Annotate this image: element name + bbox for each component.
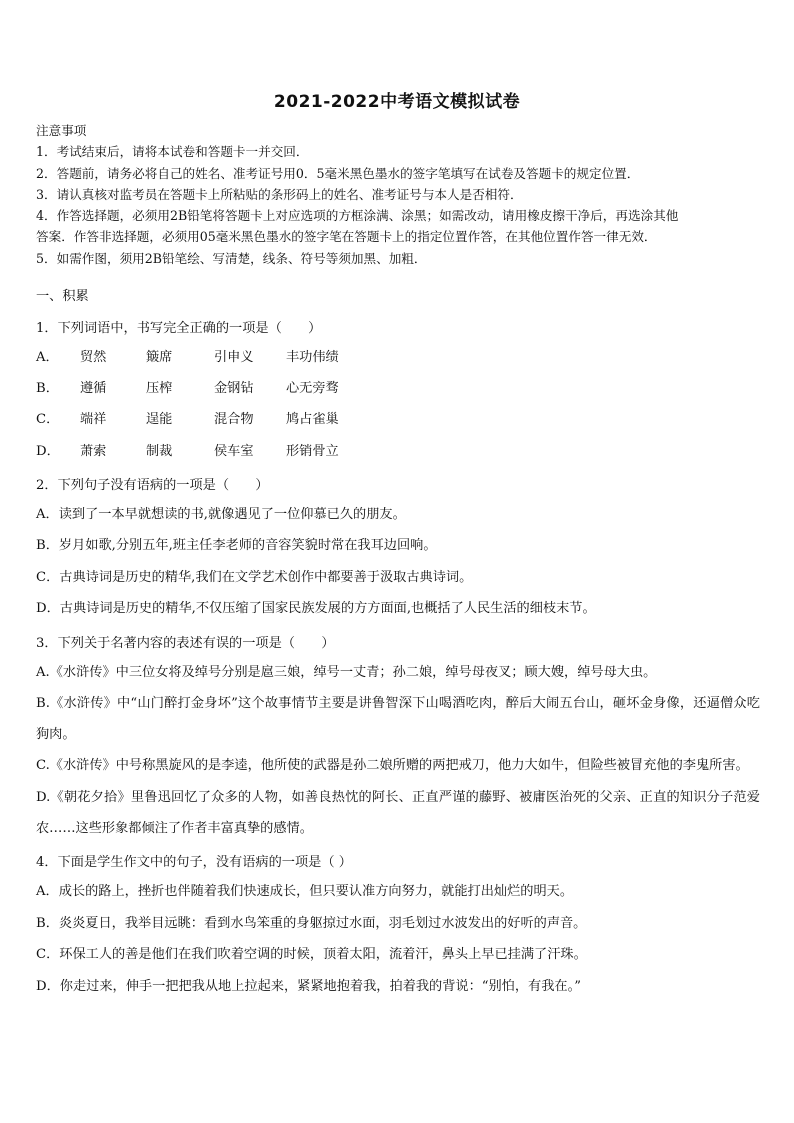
option-word: 端祥 <box>80 412 107 428</box>
notice-block <box>36 120 760 269</box>
option-letter: B． <box>36 381 59 397</box>
option-word: 形销骨立 <box>286 443 339 459</box>
notice-line-5: 答案．作答非选择题，必须用05毫米黑色墨水的签字笔在答题卡上的指定位置作答，在其他位置作答一律无效． <box>36 229 657 245</box>
option-word: 萧索 <box>80 443 107 459</box>
q4-option-a: A．成长的路上，挫折也伴随着我们快速成长，但只要认准方向努力，就能打出灿烂的明天。 <box>36 884 574 900</box>
q1-option-c <box>36 404 760 435</box>
section-heading: 一、积累 <box>36 289 89 304</box>
option-word: 金钢钻 <box>214 381 254 397</box>
option-word: 簸席 <box>146 350 173 365</box>
option-word: 压榨 <box>146 381 173 397</box>
notice-heading: 注意事项 <box>36 123 87 138</box>
notice-line-3: 3．请认真核对监考员在答题卡上所粘贴的条形码上的姓名、准考证号与本人是否相符． <box>36 186 523 202</box>
option-letter: C． <box>36 412 60 428</box>
exam-body <box>36 284 760 1002</box>
q3-stem: 3．下列关于名著内容的表述有误的一项是（ ） <box>36 635 335 651</box>
option-word: 遵循 <box>80 381 107 397</box>
q2-option-b: B．岁月如歌,分别五年,班主任李老师的音容笑貌时常在我耳边回响。 <box>36 538 437 554</box>
q1-stem: 1．下列词语中，书写完全正确的一项是（ ） <box>36 321 322 336</box>
exam-title: 2021-2022中考语文模拟试卷 <box>273 92 521 112</box>
option-word: 贸然 <box>80 350 107 365</box>
notice-line-1: 1．考试结束后，请将本试卷和答题卡一并交回． <box>36 144 309 160</box>
q3-option-d: D.《朝花夕拾》里鲁迅回忆了众多的人物，如善良热忱的阿长、正直严谨的藤野、被庸医治死的父亲、正直的知识分子范爱农……这些形象都倾注了作者丰富真挚的感情。 <box>36 789 760 836</box>
option-word: 心无旁骛 <box>286 381 339 397</box>
option-letter: A． <box>36 350 59 365</box>
q3-option-a: A.《水浒传》中三位女将及绰号分别是扈三娘，绰号一丈青；孙二娘，绰号母夜叉；顾大嫂，绰号母大虫。 <box>36 664 657 680</box>
q4-option-b: B．炎炎夏日，我举目远眺：看到水鸟笨重的身躯掠过水面，羽毛划过水波发出的好听的声音。 <box>36 915 587 931</box>
q1-option-d <box>36 436 760 467</box>
notice-line-2: 2．答题前，请务必将自己的姓名、准考证号用0．5毫米黑色墨水的签字笔填写在试卷及答题卡的规定位置． <box>36 165 640 181</box>
notice-line-6: 5．如需作图，须用2B铅笔绘、写清楚，线条、符号等须加黑、加粗． <box>36 250 427 266</box>
q1-option-a <box>36 342 760 373</box>
q1-option-b <box>36 373 760 404</box>
option-word: 侯车室 <box>214 443 254 459</box>
notice-line-4: 4．作答选择题，必须用2B铅笔将答题卡上对应选项的方框涂满、涂黑；如需改动，请用橡皮擦干净后，再选涂其他 <box>36 208 679 224</box>
option-word: 丰功伟绩 <box>286 350 339 365</box>
q2-option-a: A．读到了一本早就想读的书,就像遇见了一位仰慕已久的朋友。 <box>36 506 406 522</box>
option-word: 逞能 <box>146 412 173 428</box>
option-letter: D． <box>36 443 60 459</box>
option-word: 引申义 <box>214 350 254 365</box>
q3-option-b: B.《水浒传》中“山门醉打金身坏”这个故事情节主要是讲鲁智深下山喝酒吃肉，醉后大闹五台山，砸坏金身像，还逼僧众吃狗肉。 <box>36 696 760 743</box>
q4-stem: 4．下面是学生作文中的句子，没有语病的一项是（ ） <box>36 855 352 871</box>
q3-option-c: C.《水浒传》中号称黑旋风的是李逵，他所使的武器是孙二娘所赠的两把戒刀，他力大如牛，但险些被冒充他的李鬼所害。 <box>36 758 749 774</box>
option-word: 鸠占雀巢 <box>286 412 339 428</box>
q2-option-c: C．古典诗词是历史的精华,我们在文学艺术创作中都要善于汲取古典诗词。 <box>36 569 473 585</box>
q2-stem: 2．下列句子没有语病的一项是（ ） <box>36 477 269 493</box>
q2-option-d: D．古典诗词是历史的精华,不仅压缩了国家民族发展的方方面面,也概括了人民生活的细枝末节。 <box>36 601 596 617</box>
q4-option-c: C．环保工人的善是他们在我们吹着空调的时候，顶着太阳，流着汗，鼻头上早已挂满了汗珠。 <box>36 947 587 963</box>
option-word: 混合物 <box>214 412 254 428</box>
q4-option-d: D．你走过来，伸手一把把我从地上拉起来，紧紧地抱着我，拍着我的背说：“别怕，有我在。” <box>36 978 581 994</box>
option-word: 制裁 <box>146 443 173 459</box>
